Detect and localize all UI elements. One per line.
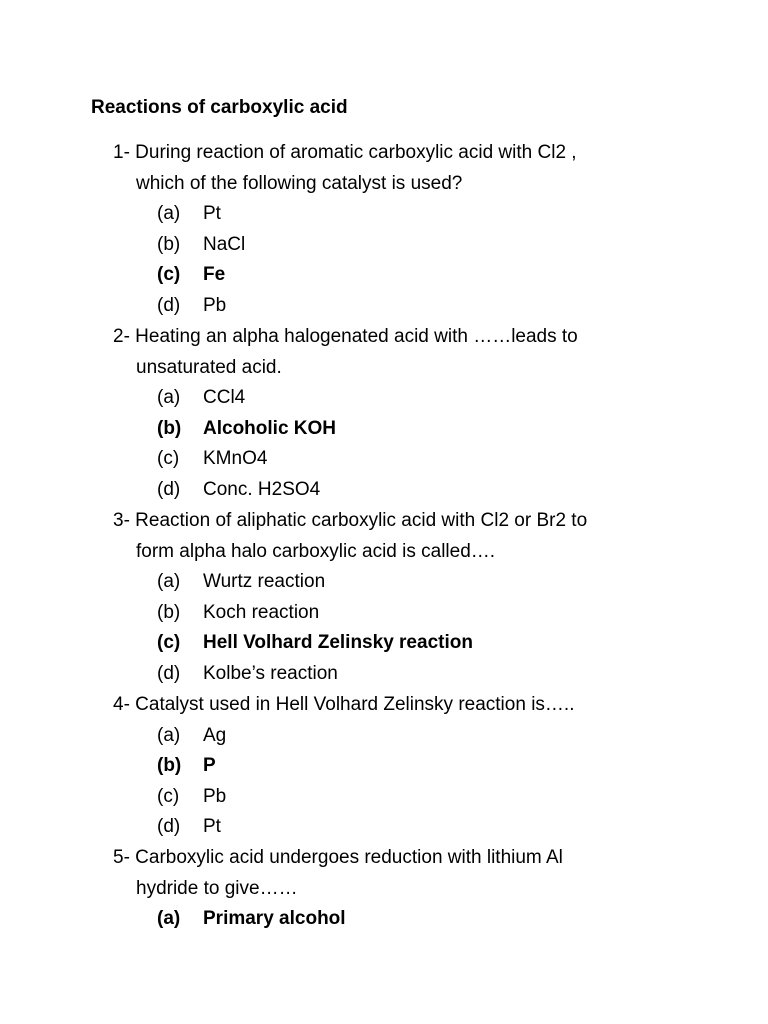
answer-option	[113, 383, 578, 414]
option-text: Pt	[203, 816, 221, 838]
answer-option	[113, 475, 578, 506]
option-text: Ag	[203, 724, 227, 746]
answer-option	[113, 628, 587, 659]
option-text: KMnO4	[203, 448, 268, 470]
option-letter: (a)	[157, 203, 181, 225]
option-letter: (a)	[157, 387, 181, 409]
question-text: 2- Heating an alpha halogenated acid with ……leads to	[113, 326, 578, 347]
option-letter: (d)	[157, 478, 181, 500]
question-text: 1- During reaction of aromatic carboxylic acid with Cl2 ,	[113, 142, 577, 163]
option-letter: (c)	[157, 632, 181, 654]
option-text: NaCl	[203, 233, 246, 255]
option-text: CCl4	[203, 387, 246, 409]
option-letter: (a)	[157, 908, 181, 930]
answer-option	[113, 230, 577, 261]
option-text: P	[203, 755, 216, 777]
option-letter: (c)	[157, 785, 180, 807]
question-text: 5- Carboxylic acid undergoes reduction with lithium Al	[113, 847, 563, 868]
option-letter: (d)	[157, 662, 181, 684]
option-letter: (b)	[157, 233, 181, 255]
option-text: Alcoholic KOH	[203, 417, 337, 439]
option-text: Wurtz reaction	[203, 571, 326, 593]
option-letter: (b)	[157, 417, 182, 439]
answer-option	[113, 812, 574, 843]
option-text: Hell Volhard Zelinsky reaction	[203, 632, 473, 654]
answer-option	[113, 782, 574, 813]
answer-option	[113, 721, 574, 752]
answer-option	[113, 598, 587, 629]
option-letter: (b)	[157, 601, 181, 623]
answer-option	[113, 199, 577, 230]
question-text: which of the following catalyst is used?	[136, 172, 463, 194]
answer-option	[113, 659, 587, 690]
question-4	[113, 690, 574, 843]
option-text: Pt	[203, 203, 221, 225]
question-text: form alpha halo carboxylic acid is called….	[136, 540, 496, 562]
question-5	[113, 843, 563, 935]
document-title: Reactions of carboxylic acid	[91, 97, 348, 118]
answer-option	[113, 567, 587, 598]
option-text: Fe	[203, 264, 226, 286]
option-text: Koch reaction	[203, 601, 320, 623]
question-1	[113, 138, 577, 322]
option-letter: (b)	[157, 755, 182, 777]
answer-option	[113, 291, 577, 322]
option-letter: (a)	[157, 724, 181, 746]
answer-option	[113, 751, 574, 782]
option-letter: (a)	[157, 571, 181, 593]
answer-option	[113, 444, 578, 475]
question-text: 4- Catalyst used in Hell Volhard Zelinsky reaction is…..	[113, 694, 575, 715]
answer-option	[113, 414, 578, 445]
question-text: hydride to give……	[136, 877, 298, 899]
option-text: Conc. H2SO4	[203, 478, 321, 500]
option-text: Primary alcohol	[203, 908, 346, 930]
option-letter: (d)	[157, 294, 181, 316]
answer-option	[113, 260, 577, 291]
question-2	[113, 322, 578, 506]
question-3	[113, 506, 587, 690]
option-letter: (c)	[157, 448, 180, 470]
option-text: Pb	[203, 294, 227, 316]
option-text: Pb	[203, 785, 227, 807]
question-text: 3- Reaction of aliphatic carboxylic acid with Cl2 or Br2 to	[113, 510, 588, 531]
answer-option	[113, 904, 563, 935]
question-text: unsaturated acid.	[136, 356, 282, 378]
option-text: Kolbe’s reaction	[203, 662, 338, 684]
option-letter: (d)	[157, 816, 181, 838]
option-letter: (c)	[157, 264, 181, 286]
